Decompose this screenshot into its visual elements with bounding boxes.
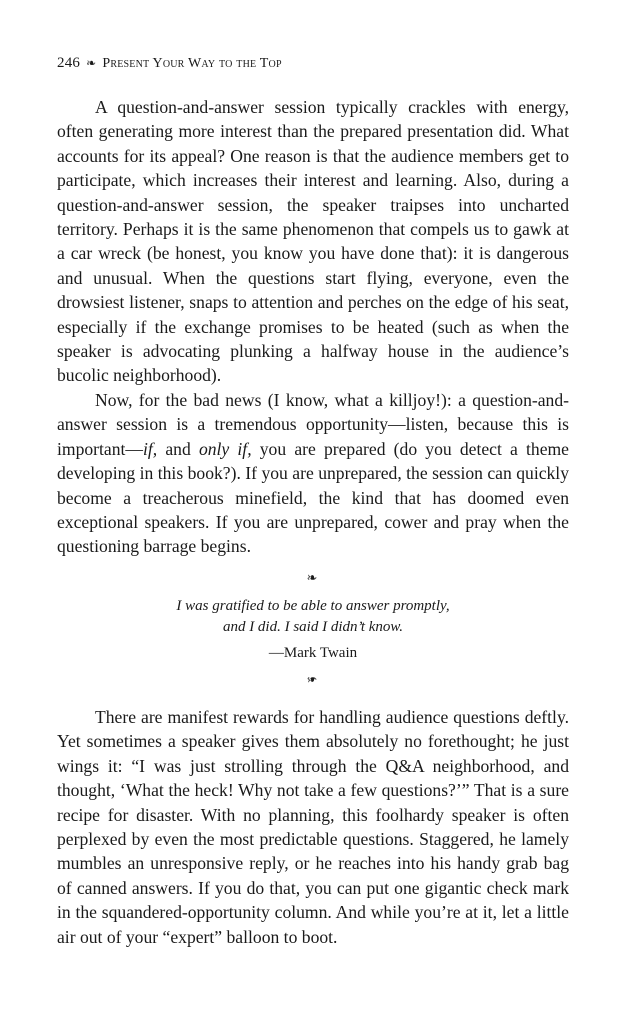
book-title: Present Your Way to the Top: [102, 56, 282, 71]
epigraph-quote: [57, 596, 569, 638]
epigraph-attribution: —Mark Twain: [268, 645, 358, 661]
body-text-section-two: [57, 705, 569, 949]
body-text-section-one: [57, 95, 569, 559]
fleuron-icon: ❧: [86, 56, 97, 70]
fleuron-top-icon: ❧: [306, 570, 318, 585]
paragraph: A question-and-answer session typically crackles with energy, often generating more interest than the prepared presentation did. What accounts for its appeal? One reason is that the audience members get to participate, which increases their interest and learning. Also, during a question-and-answer session, the speaker traipses into uncharted territory. Perhaps it is the same phenomenon that compels us to gawk at a car wreck (be honest, you know you have done that): it is dangerous and unusual. When the questions start flying, everyone, even the drowsiest listener, snaps to attention and perches on the edge of his seat, especially if the exchange promises to be heated (such as when the speaker is advocating plunking a halfway house in the audience’s bucolic neighborhood).: [57, 97, 569, 386]
emphasis-text: if,: [143, 438, 158, 459]
paragraph: There are manifest rewards for handling audience questions deftly. Yet sometimes a speaker gives them absolutely no forethought; he just wings it: “I was just strolling through the Q&A neighborhood, and thought, ‘What the heck! Why not take a few questions?’” That is a sure recipe for disaster. With no planning, this foolhardy speaker is often perplexed by even the most predictable questions. Staggered, he lamely mumbles an unresponsive reply, or he reaches into his handy grab bag of canned answers. If you do that, you can put one gigantic check mark in the squandered-opportunity column. And while you’re at it, let a little air out of your “expert” balloon to boot.: [57, 707, 569, 947]
paragraph: [57, 388, 569, 559]
fleuron-bottom-icon: ❧: [306, 672, 318, 687]
epigraph-line: and I did. I said I didn’t know.: [222, 619, 404, 635]
page-number: 246: [57, 55, 81, 71]
paragraph-text: you are prepared (do you detect a theme developing in this book?). If you are unprepared, the session can quickly become a treacherous minefield, the kind that has doomed even exceptional speakers. If you are unprepared, cower and pray when the questioning barrage begins.: [57, 438, 569, 557]
epigraph-line: I was gratified to be able to answer promptly,: [176, 598, 450, 614]
paragraph-text: and: [157, 438, 199, 459]
running-head: [57, 54, 282, 73]
emphasis-text: only if,: [198, 438, 252, 459]
paragraph-text: Now, for the bad news (I know, what a killjoy!): a question-and-answer session is a tremendous opportunity—listen, because this is important—: [57, 389, 569, 459]
